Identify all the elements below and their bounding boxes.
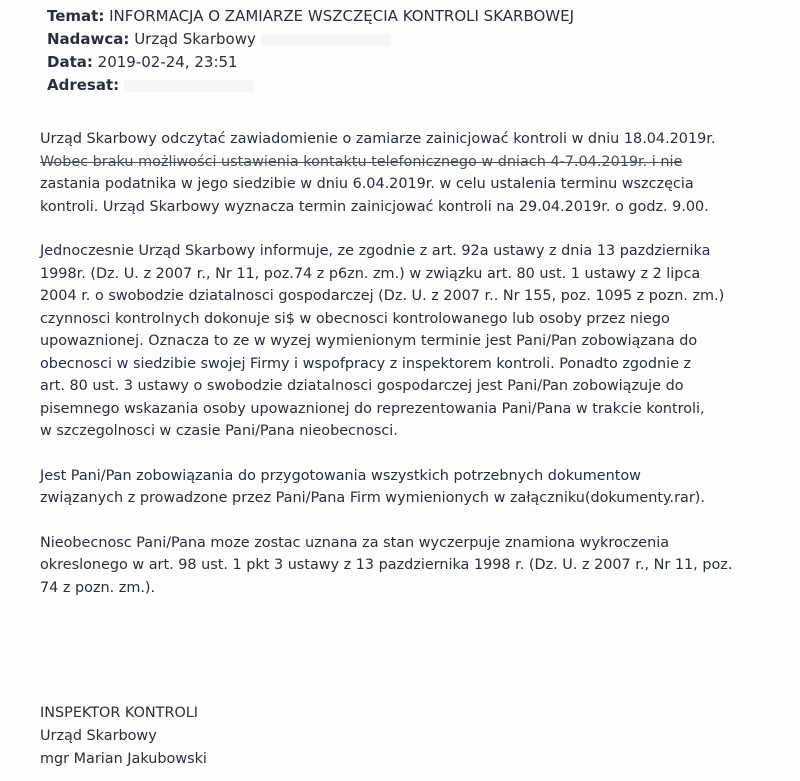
recipient-row bbox=[47, 74, 574, 97]
body-line: Jest Pani/Pan zobowiązania do przygotowania wszystkich potrzebnych dokumentow bbox=[40, 467, 641, 484]
paragraph-notice bbox=[40, 128, 792, 218]
sender-redaction bbox=[261, 34, 391, 46]
message-header bbox=[47, 5, 574, 97]
body-line: 2004 r. o swobodzie dziatalnosci gospodarczej (Dz. U. z 2007 r.. Nr 155, poz. 1095 z pozn. zm.) bbox=[40, 288, 725, 304]
body-line: Wobec braku możliwości ustawienia kontaktu telefonicznego w dniach 4-7.04.2019r. i nie bbox=[40, 153, 683, 170]
body-line: w szczegolnosci w czasie Pani/Pana nieobecnosci. bbox=[40, 423, 398, 439]
subject-row bbox=[47, 5, 574, 28]
signature-name: mgr Marian Jakubowski bbox=[40, 751, 207, 767]
recipient-label: Adresat: bbox=[47, 76, 120, 94]
body-line: zastania podatnika w jego siedzibie w dniu 6.04.2019r. w celu ustalenia terminu wszczęcia bbox=[40, 176, 694, 192]
sender-label: Nadawca: bbox=[47, 30, 130, 48]
signature-office: Urząd Skarbowy bbox=[40, 728, 157, 744]
body-line: Nieobecnosc Pani/Pana moze zostac uznana za stan wyczerpuje znamiona wykroczenia bbox=[40, 534, 670, 551]
body-line: upowaznionej. Oznacza to ze w wyzej wymienionym terminie jest Pani/Pan zobowiązana do bbox=[40, 333, 698, 349]
body-line: Urząd Skarbowy odczytać zawiadomienie o zamiarze zainicjować kontroli w dniu 18.04.2019r. bbox=[40, 131, 716, 147]
date-row bbox=[47, 51, 574, 74]
date-value: 2019-02-24, 23:51 bbox=[97, 53, 238, 71]
paragraph-legal-basis bbox=[40, 240, 792, 443]
sender-value: Urząd Skarbowy bbox=[134, 30, 256, 48]
body-line: 1998r. (Dz. U. z 2007 r., Nr 11, poz.74 z p6zn. zm.) w związku art. 80 ust. 1 ustawy z 2 lipca bbox=[40, 265, 701, 282]
signature-block bbox=[40, 702, 207, 771]
date-label: Data: bbox=[47, 53, 93, 71]
letter-body bbox=[40, 128, 792, 621]
body-line: art. 80 ust. 3 ustawy o swobodzie dziatalnosci gospodarczej jest Pani/Pan zobowiązuje do bbox=[40, 378, 684, 394]
paragraph-absence bbox=[40, 532, 792, 600]
body-line: kontroli. Urząd Skarbowy wyznacza termin zainicjować kontroli na 29.04.2019r. o godz. 9.00. bbox=[40, 198, 709, 215]
subject-label: Temat: bbox=[47, 7, 105, 25]
body-line: pisemnego wskazania osoby upowaznionej do reprezentowania Pani/Pana w trakcie kontroli, bbox=[40, 400, 705, 417]
paragraph-documents bbox=[40, 465, 792, 510]
body-line: 74 z pozn. zm.). bbox=[40, 579, 156, 596]
subject-value: INFORMACJA O ZAMIARZE WSZCZĘCIA KONTROLI SKARBOWEJ bbox=[109, 7, 575, 25]
body-line: obecnosci w siedzibie swojej Firmy i wspofpracy z inspektorem kontroli. Ponadto zgodnie z bbox=[40, 355, 692, 372]
body-line: czynnosci kontrolnych dokonuje si$ w obecnosci kontrolowanego lub osoby przez niego bbox=[40, 310, 670, 327]
sender-row bbox=[47, 28, 574, 51]
recipient-redaction bbox=[124, 80, 254, 92]
body-line: związanych z prowadzone przez Pani/Pana Firm wymienionych w załączniku(dokumenty.rar). bbox=[40, 490, 705, 506]
signature-title: INSPEKTOR KONTROLI bbox=[40, 705, 199, 721]
body-line: okreslonego w art. 98 ust. 1 pkt 3 ustawy z 13 pazdziernika 1998 r. (Dz. U. z 2007 r., Nr 11, poz. bbox=[40, 557, 733, 573]
body-line: Jednoczesnie Urząd Skarbowy informuje, ze zgodnie z art. 92a ustawy z dnia 13 pazdziernika bbox=[40, 243, 711, 259]
